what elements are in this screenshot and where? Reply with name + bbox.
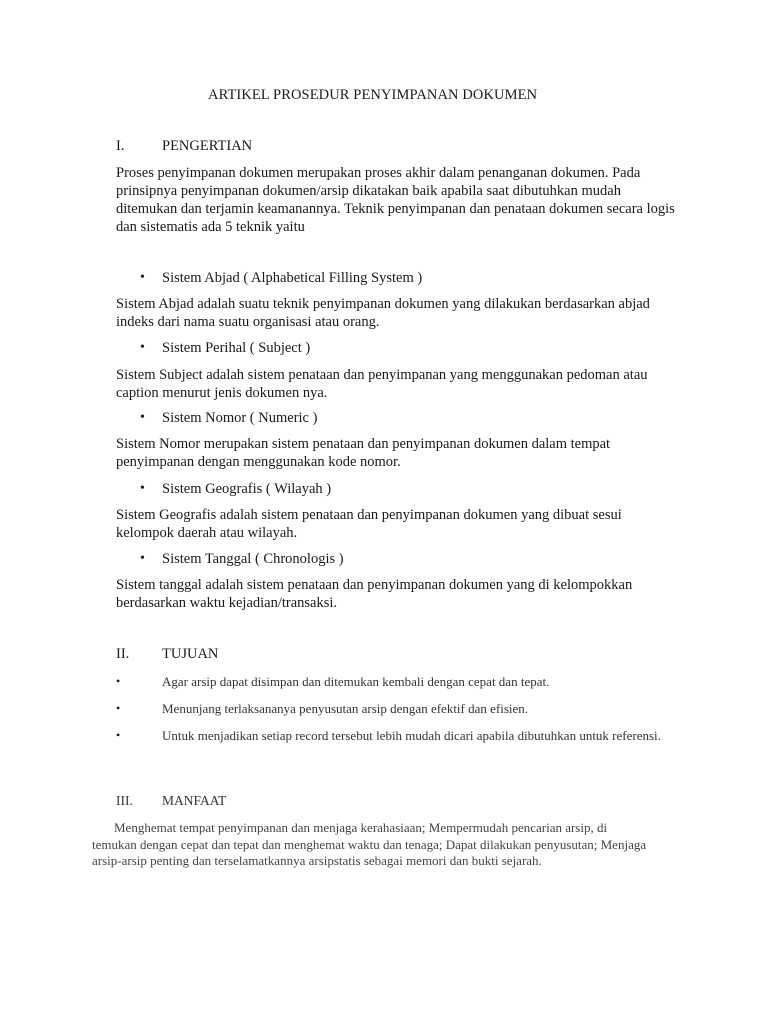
list-item-text: Agar arsip dapat disimpan dan ditemukan kembali dengan cepat dan tepat. <box>162 674 550 689</box>
section-2-number: II. <box>116 646 130 662</box>
system-description: Sistem Subject adalah sistem penataan dan penyimpanan yang menggunakan pedoman atau caption menurut jenis dokumen nya. <box>116 367 648 401</box>
system-name: Sistem Perihal ( Subject ) <box>162 340 311 356</box>
bullet-icon: • <box>140 340 145 355</box>
list-item-text: Untuk menjadikan setiap record tersebut lebih mudah dicari apabila dibutuhkan untuk referensi. <box>162 728 661 743</box>
system-description: Sistem Nomor merupakan sistem penataan dan penyimpanan dokumen dalam tempat penyimpanan dengan menggunakan kode nomor. <box>116 436 611 470</box>
bullet-icon: • <box>140 551 145 566</box>
bullet-icon: • <box>116 728 121 742</box>
bullet-icon: • <box>140 481 145 496</box>
section-1-number: I. <box>116 138 125 154</box>
section-3-heading: MANFAAT <box>162 793 227 808</box>
bullet-icon: • <box>116 674 121 688</box>
system-name: Sistem Tanggal ( Chronologis ) <box>162 551 344 567</box>
section-3-body: Menghemat tempat penyimpanan dan menjaga kerahasiaan; Mempermudah pencarian arsip, di temukan dengan cepat dan tepat dan menghemat waktu dan tenaga; Dapat dilakukan penyusutan; Menjaga arsip-arsip penting dan terselamatkannya arsipstatis sebagai memori dan bukti sejarah. <box>92 820 647 868</box>
system-name: Sistem Geografis ( Wilayah ) <box>162 481 332 497</box>
system-name: Sistem Abjad ( Alphabetical Filling System ) <box>162 270 423 286</box>
bullet-icon: • <box>140 270 145 285</box>
system-description: Sistem tanggal adalah sistem penataan dan penyimpanan dokumen yang di kelompokkan berdasarkan waktu kejadian/transaksi. <box>116 577 633 611</box>
bullet-icon: • <box>140 410 145 425</box>
section-3-number: III. <box>116 793 133 808</box>
system-name: Sistem Nomor ( Numeric ) <box>162 410 318 426</box>
system-description: Sistem Abjad adalah suatu teknik penyimpanan dokumen yang dilakukan berdasarkan abjad indeks dari nama suatu organisasi atau orang. <box>116 296 650 330</box>
section-1-intro: Proses penyimpanan dokumen merupakan proses akhir dalam penanganan dokumen. Pada prinsipnya penyimpanan dokumen/arsip dikatakan baik apabila saat dibutuhkan mudah ditemukan dan terjamin keamanannya. Teknik penyimpanan dan penataan dokumen secara logis dan sistematis ada 5 teknik yaitu <box>116 165 675 235</box>
system-description: Sistem Geografis adalah sistem penataan dan penyimpanan dokumen yang dibuat sesui kelompok daerah atau wilayah. <box>116 507 622 541</box>
list-item-text: Menunjang terlaksananya penyusutan arsip dengan efektif dan efisien. <box>162 701 529 716</box>
section-2-heading: TUJUAN <box>162 646 219 662</box>
section-1-heading: PENGERTIAN <box>162 138 253 154</box>
bullet-icon: • <box>116 701 121 715</box>
document-title: ARTIKEL PROSEDUR PENYIMPANAN DOKUMEN <box>208 87 538 103</box>
